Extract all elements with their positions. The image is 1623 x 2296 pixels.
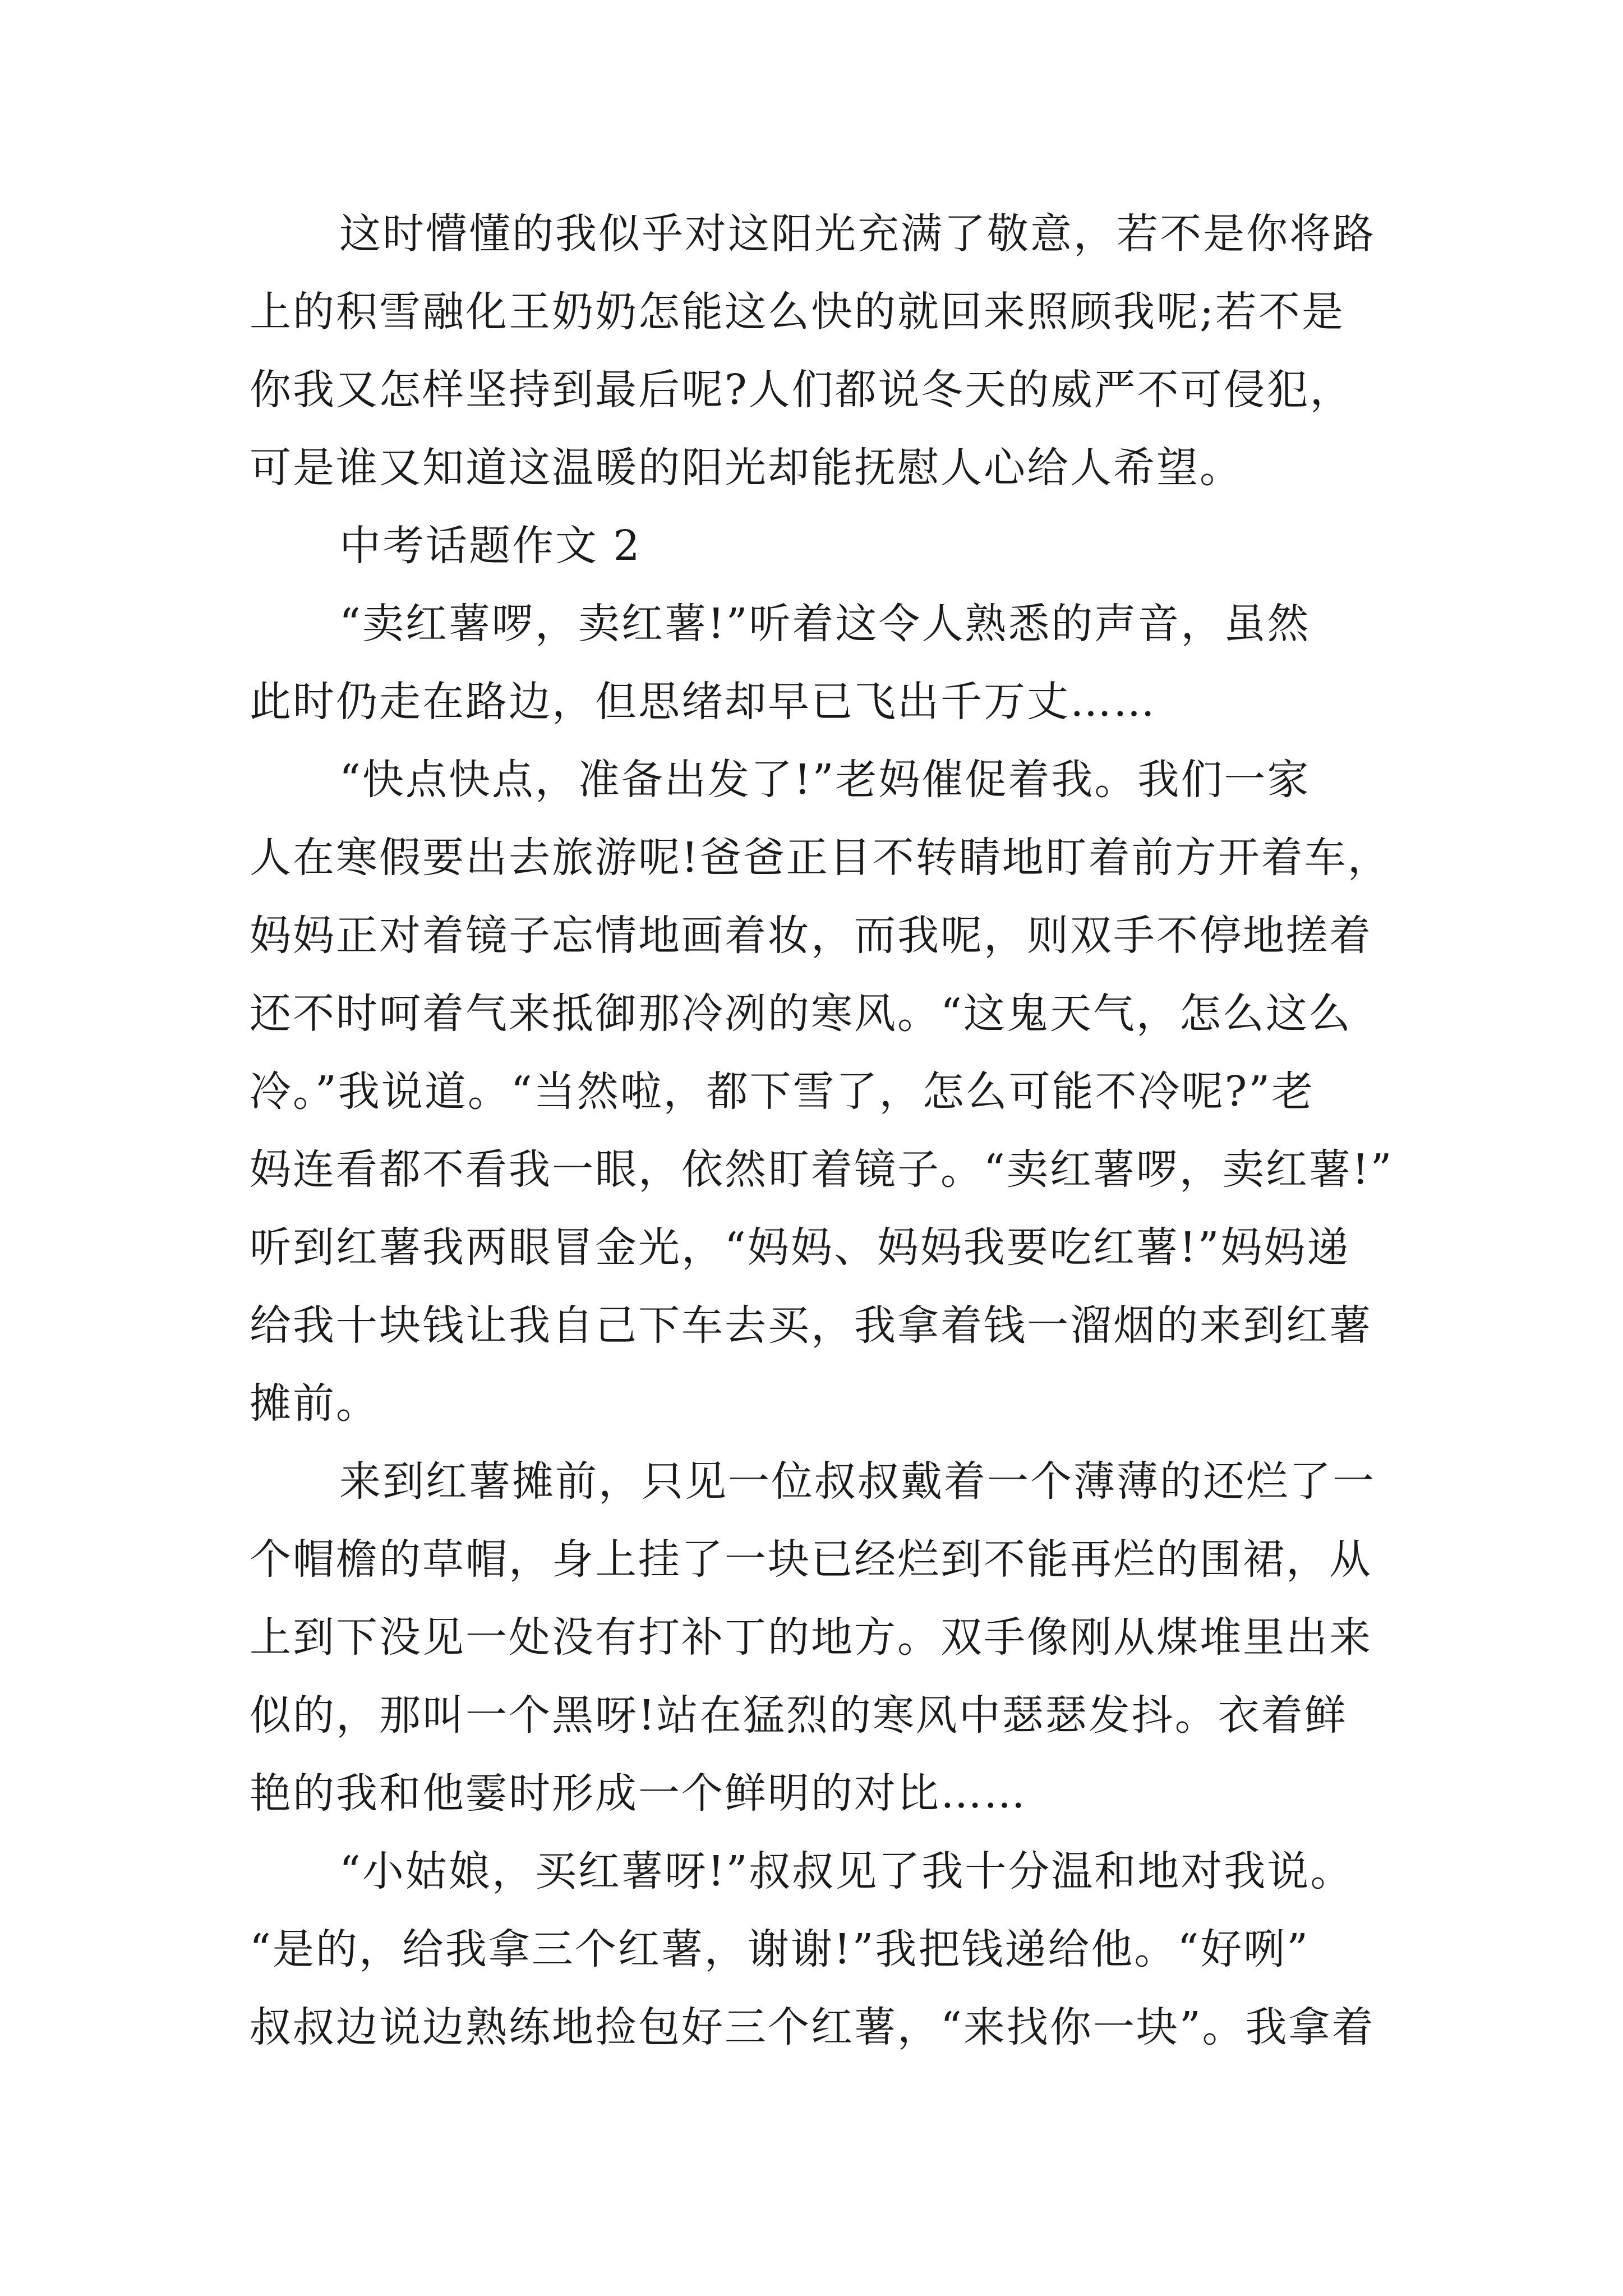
paragraph-line: 人在寒假要出去旅游呢!爸爸正目不转睛地盯着前方开着车， — [250, 834, 1391, 882]
paragraph-line: “小姑娘，买红薯呀!”叔叔见了我十分温和地对我说。 — [339, 1847, 1354, 1895]
paragraph-line: 这时懵懂的我似乎对这阳光充满了敬意，若不是你将路 — [339, 210, 1376, 258]
document-body — [250, 195, 1438, 2067]
section-heading: 中考话题作文 2 — [339, 522, 642, 570]
paragraph-line: 听到红薯我两眼冒金光，“妈妈、妈妈我要吃红薯!”妈妈递 — [250, 1223, 1350, 1272]
paragraph-line: 个帽檐的草帽，身上挂了一块已经烂到不能再烂的围裙，从 — [250, 1535, 1372, 1584]
paragraph-line: 此时仍走在路边，但思绪却早已飞出千万丈…… — [250, 678, 1156, 726]
paragraph-line: 摊前。 — [250, 1379, 379, 1428]
paragraph-line: 艳的我和他霎时形成一个鲜明的对比…… — [250, 1769, 1027, 1818]
paragraph-line: 可是谁又知道这温暖的阳光却能抚慰人心给人希望。 — [250, 444, 1243, 492]
paragraph-line: 还不时呵着气来抵御那冷冽的寒风。“这鬼天气，怎么这么 — [250, 990, 1352, 1038]
paragraph-line: 叔叔边说边熟练地捡包好三个红薯，“来找你一块”。我拿着 — [250, 2003, 1375, 2051]
paragraph-line: 上的积雪融化王奶奶怎能这么快的就回来照顾我呢;若不是 — [250, 288, 1345, 336]
paragraph-line: 上到下没见一处没有打补丁的地方。双手像刚从煤堆里出来 — [250, 1613, 1372, 1662]
paragraph-line: 来到红薯摊前，只见一位叔叔戴着一个薄薄的还烂了一 — [339, 1457, 1376, 1506]
paragraph-line: 给我十块钱让我自己下车去买，我拿着钱一溜烟的来到红薯 — [250, 1301, 1372, 1350]
paragraph-line: “快点快点，准备出发了!”老妈催促着我。我们一家 — [339, 756, 1311, 804]
paragraph-line: 似的，那叫一个黑呀!站在猛烈的寒风中瑟瑟发抖。衣着鲜 — [250, 1691, 1348, 1740]
paragraph-line: 冷。”我说道。“当然啦，都下雪了，怎么可能不冷呢?”老 — [250, 1068, 1315, 1116]
paragraph-line: “是的，给我拿三个红薯，谢谢!”我把钱递给他。“好咧” — [250, 1925, 1310, 1973]
paragraph-line: 妈连看都不看我一眼，依然盯着镜子。“卖红薯啰，卖红薯!” — [250, 1145, 1394, 1194]
paragraph-line: 你我又怎样坚持到最后呢?人们都说冬天的威严不可侵犯， — [250, 366, 1353, 414]
paragraph-line: 妈妈正对着镜子忘情地画着妆，而我呢，则双手不停地搓着 — [250, 912, 1372, 960]
paragraph-line: “卖红薯啰，卖红薯!”听着这令人熟悉的声音，虽然 — [339, 600, 1311, 648]
